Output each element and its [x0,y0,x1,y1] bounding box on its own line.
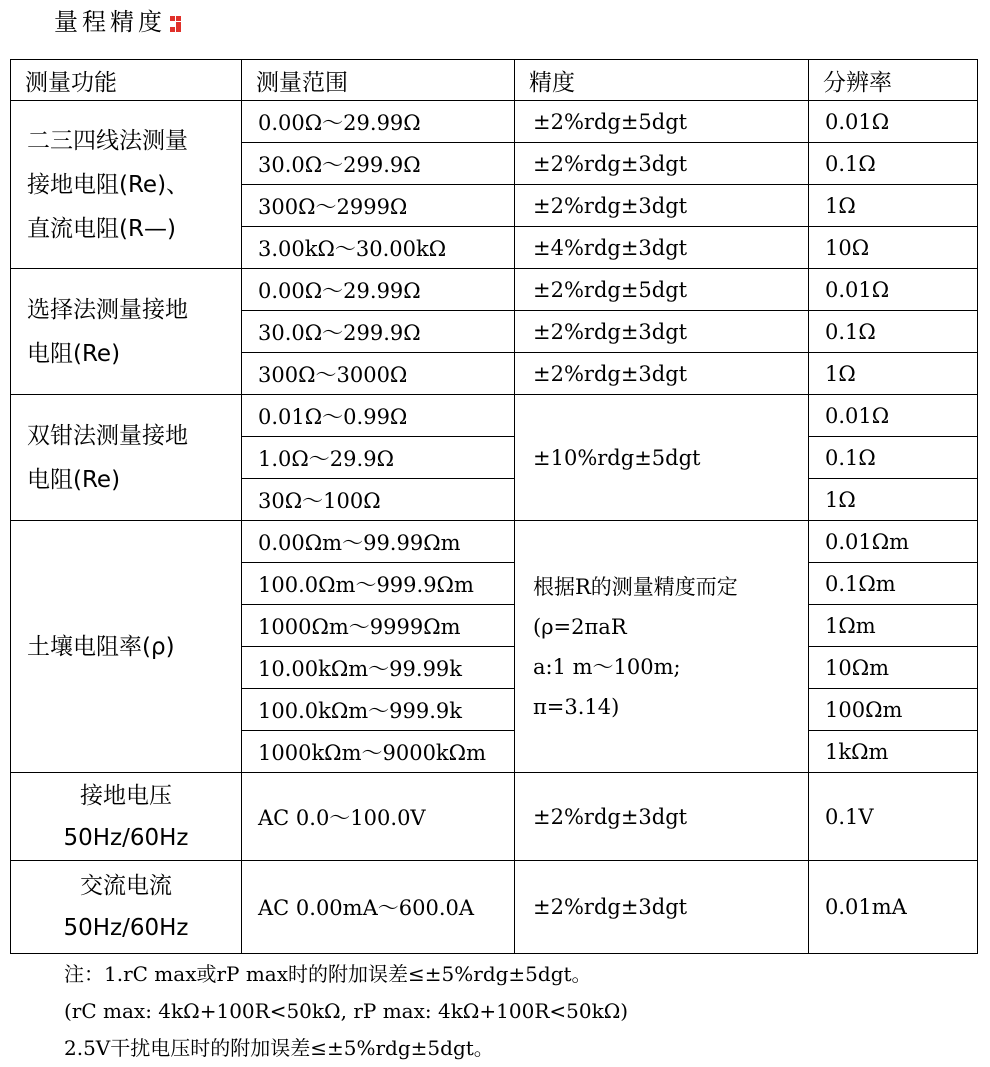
resolution-cell: 0.1Ωm [809,563,978,605]
resolution-cell: 1Ω [809,479,978,521]
resolution-cell: 0.01Ωm [809,521,978,563]
resolution-cell: 0.01mA [809,861,978,954]
range-cell: 30Ω～100Ω [242,479,515,521]
resolution-cell: 1Ω [809,353,978,395]
page-title [54,2,182,37]
accuracy-cell: ±10%rdg±5dgt [515,395,809,521]
accuracy-cell: ±2%rdg±3dgt [515,185,809,227]
resolution-cell: 0.1Ω [809,437,978,479]
accuracy-cell: ±2%rdg±3dgt [515,353,809,395]
header-accuracy: 精度 [515,60,809,101]
range-cell: 10.00kΩm～99.99k [242,647,515,689]
table-row [11,521,978,563]
accuracy-cell [515,521,809,773]
function-line: 接地电压 [80,782,172,809]
function-line: 双钳法测量接地 [27,422,188,449]
range-cell: 0.00Ωm～99.99Ωm [242,521,515,563]
header-row [11,60,978,101]
range-cell: 300Ω～2999Ω [242,185,515,227]
accuracy-cell: ±2%rdg±3dgt [515,773,809,861]
range-cell: AC 0.00mA～600.0A [242,861,515,954]
accuracy-line: 根据R的测量精度而定 [533,574,738,599]
accuracy-cell: ±2%rdg±5dgt [515,269,809,311]
range-cell: 3.00kΩ～30.00kΩ [242,227,515,269]
function-line: 直流电阻(R—) [27,215,176,242]
function-cell [11,101,242,269]
accuracy-cell: ±2%rdg±3dgt [515,861,809,954]
title-text: 量程精度 [54,8,166,36]
resolution-cell: 0.01Ω [809,395,978,437]
header-function: 测量功能 [11,60,242,101]
resolution-cell: 0.1Ω [809,311,978,353]
function-line: 电阻(Re) [27,340,121,367]
note-line: 注：1.rC max或rP max时的附加误差≤±5%rdg±5dgt。 [64,962,592,986]
note-line: (rC max: 4kΩ+100R<50kΩ, rP max: 4kΩ+100R<50kΩ) [64,999,629,1023]
table-row [11,861,978,954]
range-cell: 1000Ωm～9999Ωm [242,605,515,647]
resolution-cell: 1Ωm [809,605,978,647]
resolution-cell: 100Ωm [809,689,978,731]
range-cell: 100.0kΩm～999.9k [242,689,515,731]
resolution-cell: 1kΩm [809,731,978,773]
table-row [11,773,978,861]
range-cell: 1.0Ω～29.9Ω [242,437,515,479]
function-line: 交流电流 [80,873,172,899]
range-cell: 0.01Ω～0.99Ω [242,395,515,437]
function-cell: 土壤电阻率(ρ) [11,521,242,773]
function-line: 选择法测量接地 [27,296,188,323]
function-cell [11,395,242,521]
range-cell: 30.0Ω～299.9Ω [242,311,515,353]
header-range: 测量范围 [242,60,515,101]
spec-table [10,59,978,954]
notes [64,956,628,1067]
function-line: 接地电阻(Re)、 [27,171,190,198]
function-line: 50Hz/60Hz [63,915,189,941]
range-cell: 1000kΩm～9000kΩm [242,731,515,773]
accuracy-cell: ±2%rdg±3dgt [515,311,809,353]
resolution-cell: 10Ω [809,227,978,269]
range-cell: AC 0.0～100.0V [242,773,515,861]
function-line: 50Hz/60Hz [63,824,189,851]
accuracy-line: a:1 m～100m; [533,654,681,679]
header-resolution: 分辨率 [809,60,978,101]
resolution-cell: 1Ω [809,185,978,227]
note-line: 2.5V干扰电压时的附加误差≤±5%rdg±5dgt。 [64,1036,494,1060]
table-row [11,395,978,437]
range-cell: 0.00Ω～29.99Ω [242,269,515,311]
resolution-cell: 0.1V [809,773,978,861]
resolution-cell: 0.1Ω [809,143,978,185]
resolution-cell: 0.01Ω [809,101,978,143]
resolution-cell: 0.01Ω [809,269,978,311]
range-cell: 100.0Ωm～999.9Ωm [242,563,515,605]
table-row [11,101,978,143]
function-cell [11,269,242,395]
accuracy-cell: ±2%rdg±3dgt [515,143,809,185]
function-cell [11,861,242,954]
accuracy-cell: ±4%rdg±3dgt [515,227,809,269]
table-row [11,269,978,311]
range-cell: 300Ω～3000Ω [242,353,515,395]
range-cell: 30.0Ω～299.9Ω [242,143,515,185]
range-cell: 0.00Ω～29.99Ω [242,101,515,143]
function-line: 电阻(Re) [27,466,121,493]
accuracy-cell: ±2%rdg±5dgt [515,101,809,143]
title-dots-icon [168,14,182,32]
accuracy-line: (ρ=2πaR [533,614,627,639]
function-cell [11,773,242,861]
function-line: 二三四线法测量 [27,127,188,154]
accuracy-line: π=3.14) [533,694,620,719]
resolution-cell: 10Ωm [809,647,978,689]
